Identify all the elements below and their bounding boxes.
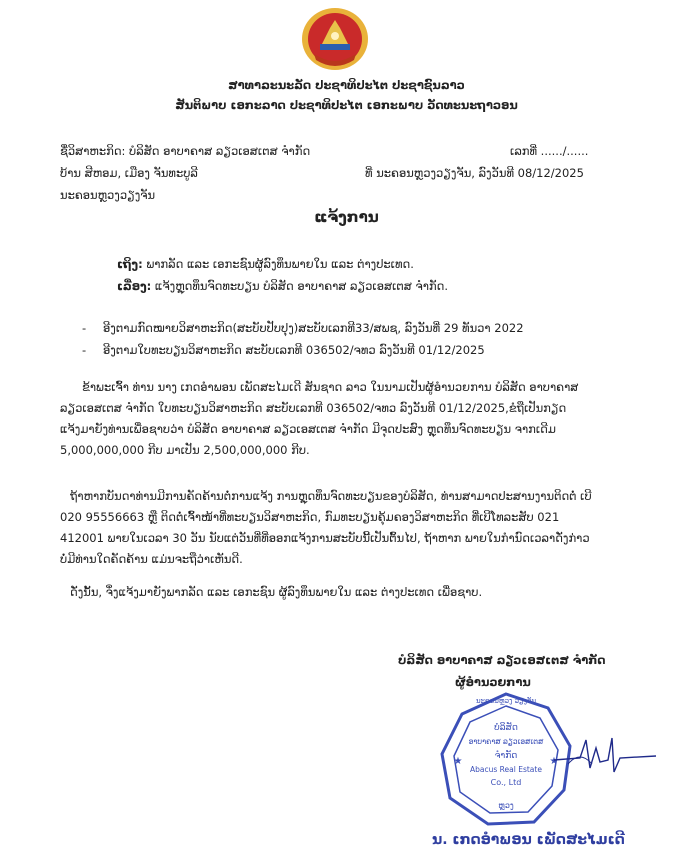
stamp-line-1: ບໍລິສັດ — [494, 723, 518, 733]
reference-item-1: ອີງຕາມກົດໝາຍວິສາຫະກິດ(ສະບັບປັບປຸງ)ສະບັບເລກທີ33/ສພຊ, ລົງວັນທີ່ 29 ທັນວາ 2022 — [103, 321, 524, 335]
header-line-1: ສາທາລະນະລັດ ປະຊາທິປະໄຕ ປະຊາຊົນລາວ — [228, 78, 465, 92]
paragraph-line: ຂ້າພະເຈົ້າ ທ່ານ ນາງ ເກດອຳພອນ ເພັດສະໄມເດີ ສັນຊາດ ລາວ ໃນນາມເປັນຜູ້ອໍານວຍການ ບໍລິສັດ ອາບາຄາສ — [82, 380, 579, 394]
stamp-line-5: Co., Ltd — [490, 778, 522, 787]
star-icon: ★ — [549, 756, 559, 767]
recipient-line — [117, 256, 414, 272]
paragraph-line: ແຈ້ງມາຍັງທ່ານເພື່ອຊາບວ່າ ບໍລິສັດ ອາບາຄາສ ລຽວເອສເຕສ ຈໍາກັດ ມີຈຸດປະສົງ ຫຼຸດທຶນຈົດທະບຽນ ຈາກເດີມ — [60, 422, 556, 436]
company-address-2: ນະຄອນຫຼວງວຽງຈັນ — [60, 188, 156, 202]
paragraph-line: 5,000,000,000 ກີບ ມາເປັນ 2,500,000,000 ກີບ. — [60, 443, 310, 457]
national-emblem-icon — [300, 6, 370, 72]
subject-label: ເລື່ອງ: — [117, 279, 152, 293]
signature-company: ບໍລິສັດ ອາບາຄາສ ລຽວເອສເຕສ ຈໍາກັດ — [398, 653, 606, 667]
company-address-1: ບ້ານ ສີຫອມ, ເມືອງ ຈັນທະບູລີ — [60, 166, 198, 180]
place-date: ທີ່ ນະຄອນຫຼວງວຽງຈັນ, ລົງວັນທີ 08/12/2025 — [365, 166, 584, 180]
reference-bullet: - — [82, 321, 87, 335]
signatory-name: ນ. ເກດອຳພອນ ເພັດສະໄມເດີ — [432, 832, 625, 848]
recipient-text: ພາກລັດ ແລະ ເອກະຊົນຜູ້ລົງທຶນພາຍໃນ ແລະ ຕ່າງປະເທດ. — [146, 257, 414, 271]
stamp-line-4: Abacus Real Estate — [470, 765, 542, 774]
stamp-line-3: ຈໍາກັດ — [494, 751, 518, 761]
subject-text: ແຈ້ງຫຼຸດທຶນຈົດທະບຽນ ບໍລິສັດ ອາບາຄາສ ລຽວເອສເຕສ ຈໍາກັດ. — [154, 279, 448, 293]
reference-bullet: - — [82, 343, 87, 357]
body-paragraph-1 — [60, 377, 635, 461]
company-name: ຊື່ວິສາຫະກິດ: ບໍລິສັດ ອາບາຄາສ ລຽວເອສເຕສ ຈໍາກັດ — [60, 144, 311, 158]
paragraph-line: ຖ້າຫາກບັນດາທ່ານມີການຄັດຄ້ານຕໍ່ການແຈ້ງ ການຫຼຸດທຶນຈົດທະບຽນຂອງບໍລິສັດ, ທ່ານສາມາດປະສານງານຕິດຕໍ່ ເບີ — [70, 489, 592, 503]
stamp-line-2: ອາບາຄາສ ລຽວເອສເຕສ — [468, 737, 544, 746]
body-paragraph-2 — [60, 486, 635, 570]
signature-scribble — [550, 720, 660, 790]
star-icon: ★ — [453, 756, 463, 767]
header-line-2: ສັນຕິພາບ ເອກະລາດ ປະຊາທິປະໄຕ ເອກະພາບ ວັດທະນະຖາວອນ — [175, 98, 518, 112]
paragraph-line: 412001 ພາຍໃນເວລາ 30 ວັນ ນັບແຕ່ວັນທີ່ທີ່ອອກແຈ້ງການສະບັບນີ້ເປັນຕົ້ນໄປ, ຖ້າຫາກ ພາຍໃນກໍານົດເວລາດັ່ງກ່າວ — [60, 531, 590, 545]
stamp-top-arc: ນະຄອນຫຼວງ ວຽງຈັນ — [475, 697, 537, 705]
paragraph-line: ບໍ່ມີທ່ານໃດຄັດຄ້ານ ແມ່ນຈະຖືວ່າເຫັນດີ. — [60, 552, 243, 566]
document-title: ແຈ້ງການ — [314, 208, 379, 226]
signature-position: ຜູ້ອໍານວຍການ — [455, 675, 531, 689]
paragraph-line: ດັ່ງນັ້ນ, ຈຶ່ງແຈ້ງມາຍັງພາກລັດ ແລະ ເອກະຊົນ ຜູ້ລົງທຶນພາຍໃນ ແລະ ຕ່າງປະເທດ ເພື່ອຊາບ. — [70, 585, 483, 599]
subject-line — [117, 278, 448, 294]
reference-item-2: ອີງຕາມໃບທະບຽນວິສາຫະກິດ ສະບັບເລກທີ 036502/ຈທວ ລົງວັນທີ 01/12/2025 — [103, 343, 485, 357]
paragraph-line: 020 95556663 ຫຼື ຕິດຕໍ່ເຈົ້າໜ້າທີ່ທະບຽນວິສາຫະກິດ, ກົມທະບຽນຄຸ້ມຄອງວິສາຫະກິດ ທີ່ເບີໂທລະສັບ 021 — [60, 510, 560, 524]
body-paragraph-3 — [70, 582, 482, 603]
reference-number: ເລກທີ່ ....../...... — [510, 144, 589, 158]
recipient-label: ເຖິງ: — [117, 257, 143, 271]
stamp-bottom: ຫຼວງ — [498, 801, 514, 810]
paragraph-line: ລຽວເອສເຕສ ຈໍາກັດ ໃບທະບຽນວິສາຫະກິດ ສະບັບເລກທີ 036502/ຈທວ ລົງວັນທີ 01/12/2025,ຂໍຖືເປັນກຽດ — [60, 401, 567, 415]
